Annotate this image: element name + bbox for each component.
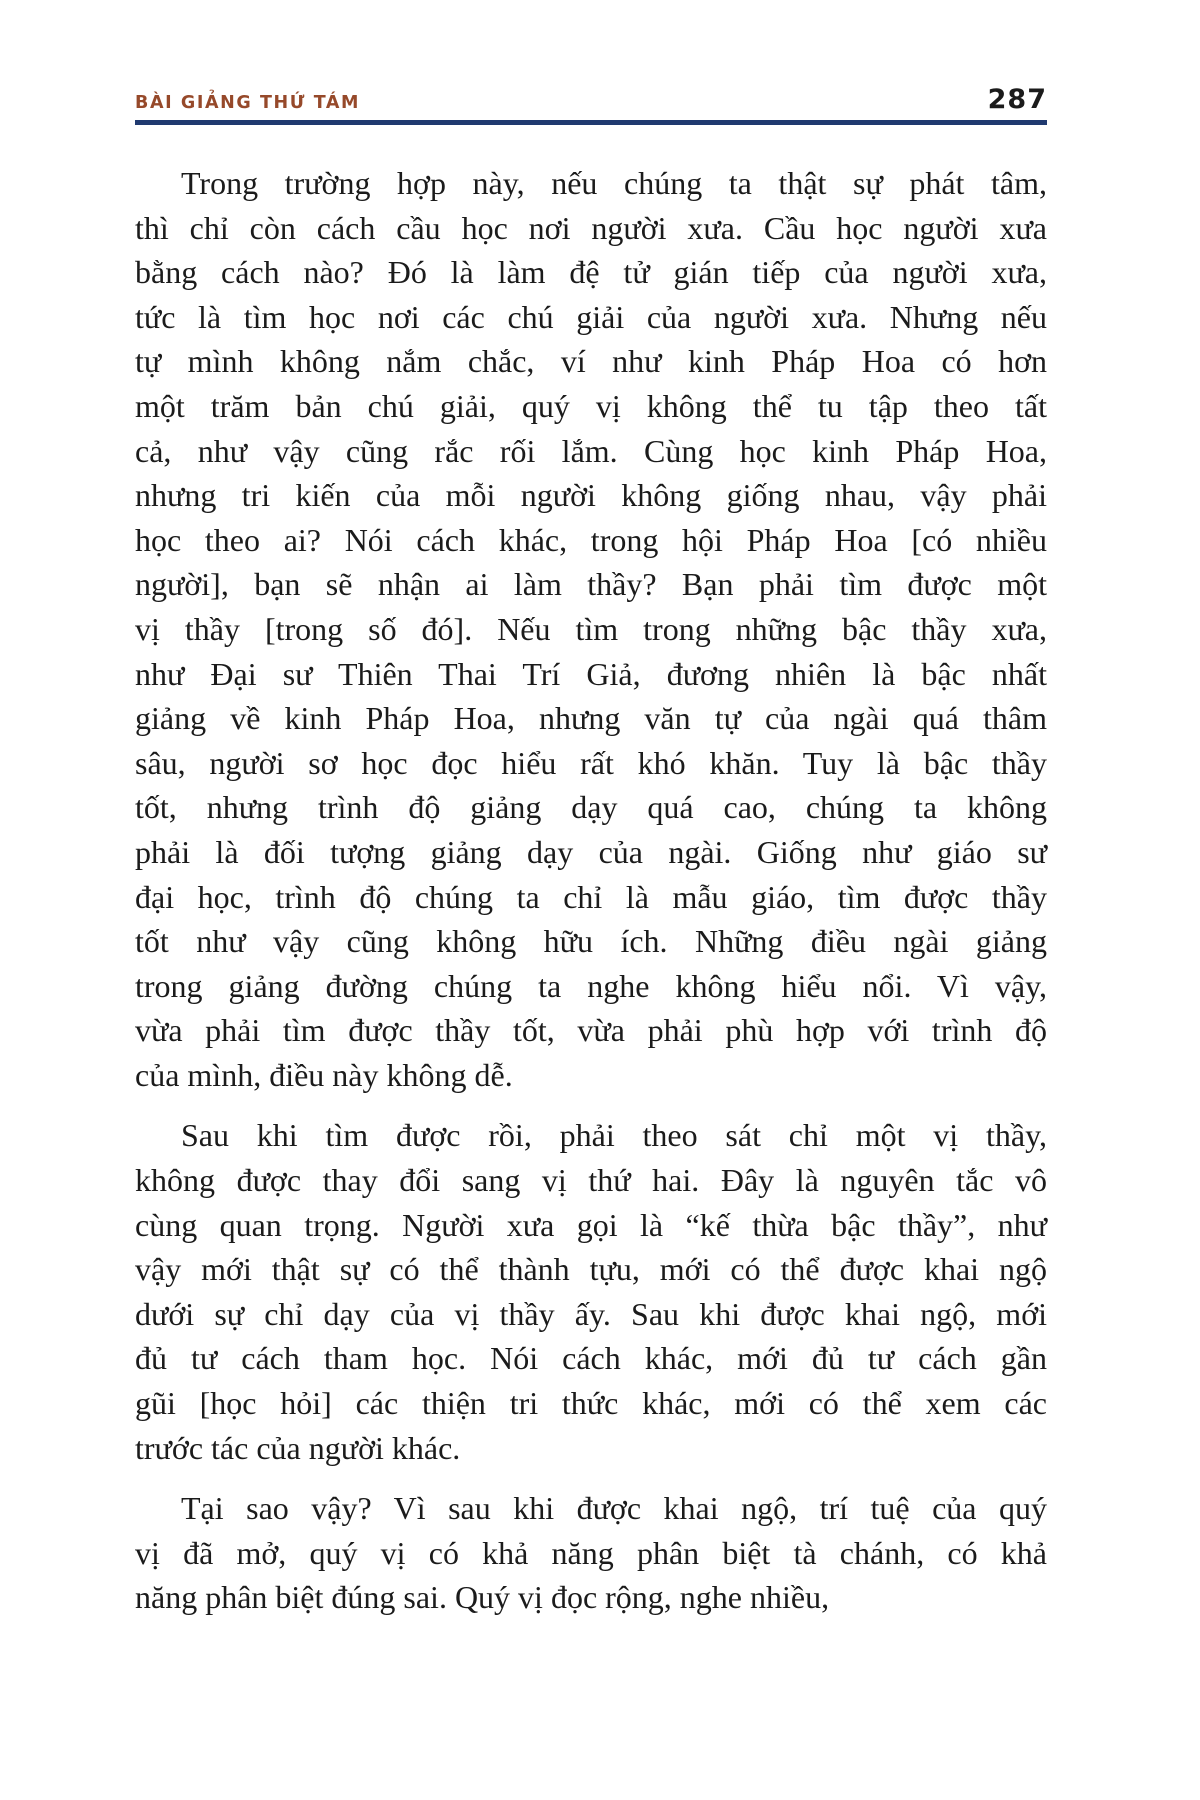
text-line: Tại sao vậy? Vì sau khi được khai ngộ, trí tuệ của quý [181, 1490, 1047, 1527]
text-line: vị thầy [trong số đó]. Nếu tìm trong những bậc thầy xưa, [135, 610, 1047, 647]
text-line: đại học, trình độ chúng ta chỉ là mẫu giáo, tìm được thầy [135, 878, 1047, 915]
text-line: giảng về kinh Pháp Hoa, nhưng văn tự của ngài quá thâm [135, 700, 1047, 737]
paragraph [135, 1113, 1047, 1470]
text-line: một trăm bản chú giải, quý vị không thể tu tập theo tất [135, 387, 1047, 424]
text-line: vừa phải tìm được thầy tốt, vừa phải phù hợp với trình độ [135, 1012, 1047, 1049]
text-line: tốt như vậy cũng không hữu ích. Những điều ngài giảng [135, 923, 1047, 960]
text-line: phải là đối tượng giảng dạy của ngài. Giống như giáo sư [135, 833, 1047, 870]
page-number: 287 [987, 84, 1047, 115]
text-line: vị đã mở, quý vị có khả năng phân biệt tà chánh, có khả [135, 1534, 1047, 1571]
text-line: năng phân biệt đúng sai. Quý vị đọc rộng, nghe nhiều, [135, 1579, 830, 1616]
text-line: Sau khi tìm được rồi, phải theo sát chỉ một vị thầy, [181, 1117, 1047, 1154]
paragraph [135, 161, 1047, 1097]
text-line: tức là tìm học nơi các chú giải của người xưa. Nhưng nếu [135, 298, 1047, 335]
section-title: BÀI GIẢNG THỨ TÁM [135, 93, 361, 113]
text-line: người], bạn sẽ nhận ai làm thầy? Bạn phải tìm được một [135, 566, 1047, 603]
text-line: của mình, điều này không dễ. [135, 1056, 513, 1093]
text-line: thì chỉ còn cách cầu học nơi người xưa. Cầu học người xưa [135, 209, 1047, 246]
running-header [135, 86, 1047, 125]
text-line: không được thay đổi sang vị thứ hai. Đây là nguyên tắc vô [135, 1162, 1047, 1199]
text-line: cùng quan trọng. Người xưa gọi là “kế thừa bậc thầy”, như [135, 1206, 1047, 1243]
text-line: gũi [học hỏi] các thiện tri thức khác, mới có thể xem các [135, 1385, 1047, 1422]
text-line: bằng cách nào? Đó là làm đệ tử gián tiếp của người xưa, [135, 254, 1047, 291]
text-line: dưới sự chỉ dạy của vị thầy ấy. Sau khi được khai ngộ, mới [135, 1295, 1047, 1332]
text-line: trong giảng đường chúng ta nghe không hiểu nổi. Vì vậy, [135, 967, 1047, 1004]
page-content [135, 0, 1047, 1620]
text-line: cả, như vậy cũng rắc rối lắm. Cùng học kinh Pháp Hoa, [135, 432, 1047, 469]
text-line: nhưng tri kiến của mỗi người không giống nhau, vậy phải [135, 477, 1047, 514]
text-line: trước tác của người khác. [135, 1429, 461, 1466]
text-line: đủ tư cách tham học. Nói cách khác, mới đủ tư cách gần [135, 1340, 1047, 1377]
text-line: vậy mới thật sự có thể thành tựu, mới có thể được khai ngộ [135, 1251, 1047, 1288]
text-line: tốt, nhưng trình độ giảng dạy quá cao, chúng ta không [135, 789, 1047, 826]
text-line: sâu, người sơ học đọc hiểu rất khó khăn. Tuy là bậc thầy [135, 744, 1047, 781]
paragraph [135, 1486, 1047, 1620]
page-body [135, 161, 1047, 1620]
text-line: tự mình không nắm chắc, ví như kinh Pháp Hoa có hơn [135, 343, 1047, 380]
text-line: như Đại sư Thiên Thai Trí Giả, đương nhiên là bậc nhất [135, 655, 1047, 692]
text-line: học theo ai? Nói cách khác, trong hội Pháp Hoa [có nhiều [135, 521, 1047, 558]
text-line: Trong trường hợp này, nếu chúng ta thật sự phát tâm, [181, 165, 1047, 201]
